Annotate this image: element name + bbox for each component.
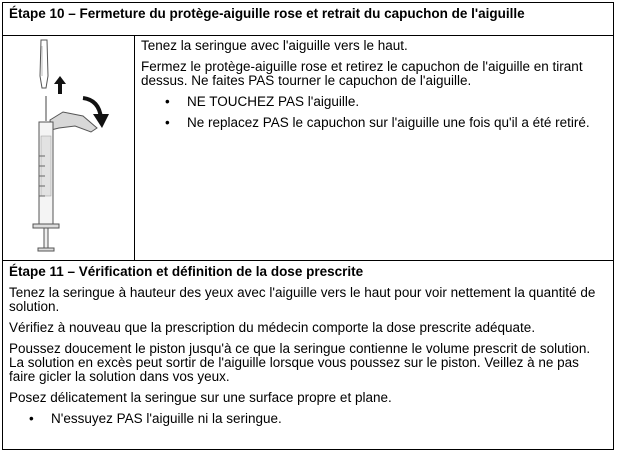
- list-item: • N'essuyez PAS l'aiguille ni la seringue.: [29, 411, 282, 426]
- syringe-cap-removal-icon: [3, 36, 133, 260]
- bullet-icon: •: [29, 411, 34, 426]
- step-11-bullets: [9, 412, 607, 426]
- step-11-para-3: Poussez doucement le piston jusqu'à ce que la seringue contienne le volume prescrit de solution. La solution en excès peut sortir de l'aiguille lorsque vous poussez sur le piston. Veillez à ne pas faire gicler la solution dans vos yeux.: [9, 341, 591, 384]
- step-11-para-4: Posez délicatement la seringue sur une surface propre et plane.: [9, 390, 392, 405]
- step-10-para-1: Tenez la seringue avec l'aiguille vers le haut.: [141, 38, 408, 53]
- bullet-icon: •: [165, 94, 170, 109]
- step-11-para-2: Vérifiez à nouveau que la prescription du médecin comporte la dose prescrite adéquate.: [9, 320, 536, 335]
- step-10-text: [135, 36, 613, 260]
- instruction-table: [2, 2, 614, 450]
- step-11-para-1: Tenez la seringue à hauteur des yeux avec l'aiguille vers le haut pour voir nettement la quantité de solution.: [9, 285, 596, 314]
- list-item: • NE TOUCHEZ PAS l'aiguille.: [165, 94, 360, 109]
- list-item: • Ne replacez PAS le capuchon sur l'aiguille une fois qu'il a été retiré.: [165, 115, 590, 130]
- syringe-illustration: [3, 36, 135, 260]
- step-10-para-2: Fermez le protège-aiguille rose et retirez le capuchon de l'aiguille en tirant dessus. Ne faites PAS tourner le capuchon de l'aiguille.: [141, 59, 583, 88]
- step-10-bullets: [141, 95, 607, 130]
- step-10-row: [3, 36, 613, 261]
- step-11-heading: Étape 11 – Vérification et définition de la dose prescrite: [9, 264, 364, 279]
- step-10-heading: Étape 10 – Fermeture du protège-aiguille rose et retrait du capuchon de l'aiguille: [3, 3, 613, 36]
- bullet-icon: •: [165, 115, 170, 130]
- step-11-text: [3, 282, 613, 437]
